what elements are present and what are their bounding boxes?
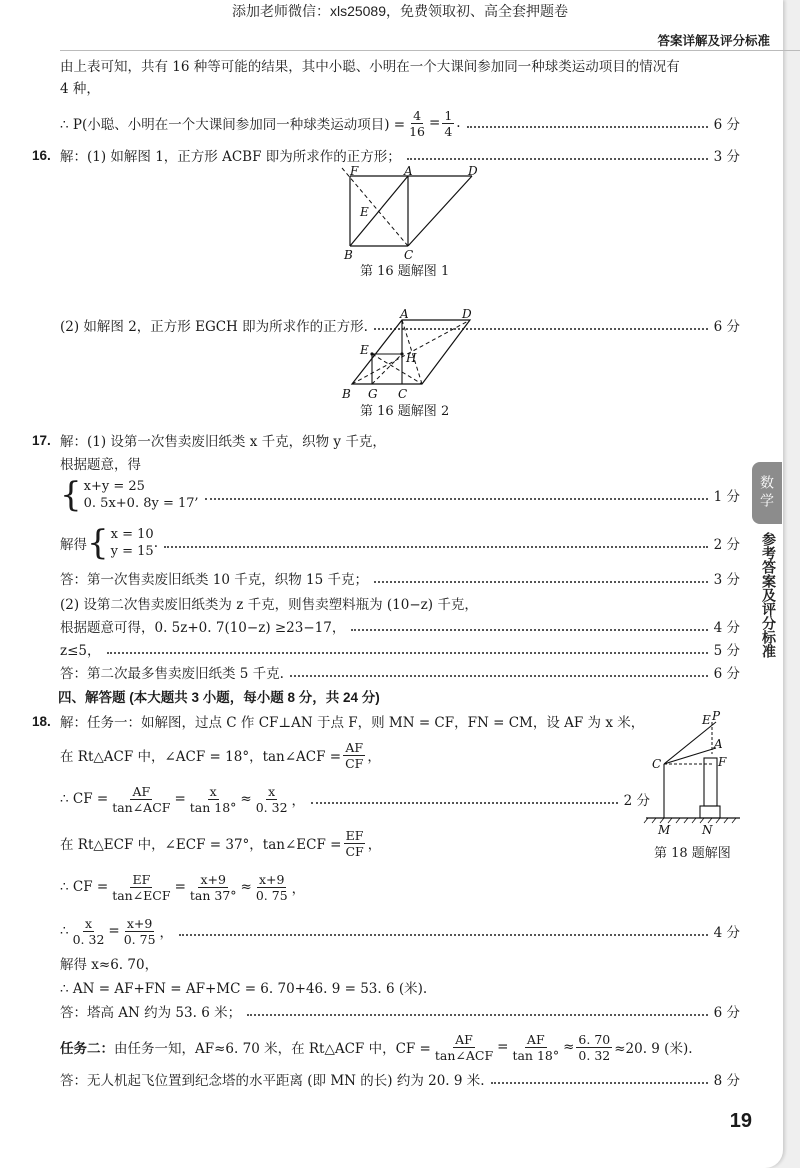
point-N: N (702, 823, 713, 837)
result-line: z≤5， 5 分 (60, 638, 740, 660)
point-D: D (468, 166, 478, 178)
score: 4 分 (713, 925, 740, 941)
point-E: E (360, 205, 369, 219)
q18-task1: 18. 解：任务一：如解图，过点 C 作 CF⊥AN 于点 F，则 MN = CF，FN = CM，设 AF 为 x 米， (32, 713, 645, 731)
question-number: 16. (32, 147, 51, 163)
point-B: B (344, 248, 353, 262)
figure-caption: 第 16 题解图 2 (360, 404, 450, 419)
probability-line: ∴ P(小聪、小明在一个大课间参加同一种球类运动项目) = $\frac{4}{16}$ = $\frac{1}{4}$ . 6 分 (60, 107, 740, 139)
answer-line: 答：塔高 AN 约为 53. 6 米； 6 分 (60, 1000, 740, 1022)
formula-line: ∴ CF = $\frac{EF}{\text{tan∠ECF}}$ = $\frac{x+9}{\tan 37^\circ}$ ≈ $\frac{x+9}{0. 75}$ ， (60, 871, 306, 903)
fig-line (408, 176, 472, 246)
text-line: 解得 x≈6. 70， (60, 957, 159, 973)
point-B: B (342, 387, 351, 400)
score: 8 分 (713, 1073, 740, 1089)
point-A: A (404, 166, 413, 178)
fig-line (664, 748, 716, 764)
score: 6 分 (713, 666, 740, 682)
formula-line: ∴ CF = $\frac{AF}{\text{tan∠ACF}}$ = $\frac{x}{\tan 18^\circ}$ ≈ $\frac{x}{0. 32}$ ， 2 分 (60, 783, 650, 815)
header-title: 答案详解及评分标准 (657, 34, 770, 48)
point-C: C (404, 248, 414, 262)
point-C: C (652, 757, 662, 771)
subject-tab[interactable]: 数学 (752, 462, 782, 524)
side-label: 参考答案及评分标准 (761, 532, 777, 658)
figure-16-1 (330, 166, 490, 262)
answer-line: 答：第二次最多售卖废旧纸类 5 千克. 6 分 (60, 661, 740, 683)
score: 6 分 (713, 117, 740, 133)
text-line: 由上表可知，共有 16 种等可能的结果，其中小聪、小明在一个大课间参加同一种球类运动项目的情况有 (60, 59, 680, 75)
text-line: ∴ AN = AF+FN = AF+MC = 6. 70+46. 9 = 53. 6 (米). (60, 981, 428, 997)
point-G: G (368, 387, 378, 400)
watermark: 添加老师微信：xls25089，免费领取初、高全套押题卷 (231, 3, 569, 19)
question-number: 17. (32, 432, 51, 448)
point-F: F (350, 166, 359, 178)
score: 3 分 (713, 572, 740, 588)
q16-part2: (2) 如解图 2，正方形 EGCH 即为所求作的正方形. 6 分 (60, 314, 740, 336)
point-M: M (658, 823, 671, 837)
point-E: E (702, 713, 711, 727)
equation-system: { x+y = 25 0. 5x+0. 8y = 17 , 1 分 (60, 475, 740, 515)
score: 2 分 (623, 793, 650, 809)
score: 5 分 (713, 643, 740, 659)
text-line: 在 Rt△ECF 中，∠ECF = 37°，tan∠ECF = $\frac{EF}{CF}$ ， (60, 827, 382, 859)
answer-line: 答：无人机起飞位置到纪念塔的水平距离 (即 MN 的长) 约为 20. 9 米. 8 分 (60, 1068, 740, 1090)
fig-point (370, 352, 373, 355)
score: 6 分 (713, 1005, 740, 1021)
point-A: A (400, 308, 409, 321)
question-number: 18. (32, 713, 51, 729)
point-P: P (712, 709, 721, 723)
text-line: 在 Rt△ACF 中，∠ACF = 18°，tan∠ACF = $\frac{AF}{CF}$ ， (60, 739, 381, 771)
fig-dashed-line (342, 168, 408, 246)
answer-line: 答：第一次售卖废旧纸类 10 千克，织物 15 千克； 3 分 (60, 567, 740, 589)
figure-caption: 第 16 题解图 1 (360, 264, 450, 279)
section-heading: 四、解答题 (本大题共 3 小题，每小题 8 分，共 24 分) (58, 690, 380, 705)
tower-base (700, 806, 720, 818)
header-divider (60, 50, 800, 51)
text-line: 4 种， (60, 81, 100, 97)
score: 6 分 (713, 319, 740, 335)
point-D: D (462, 308, 472, 321)
figure-18 (640, 708, 745, 838)
point-F: F (718, 755, 727, 769)
point-C: C (398, 387, 408, 400)
fig-point (400, 352, 403, 355)
equation-line: ∴ $\frac{x}{0. 32}$ = $\frac{x+9}{0. 75}$ ， 4 分 (60, 915, 740, 947)
score: 2 分 (713, 537, 740, 553)
solution-system: 解得 { x = 10 y = 15 . 2 分 (60, 523, 740, 563)
score: 3 分 (713, 149, 740, 165)
tower-body (704, 758, 717, 806)
point-E: E (360, 343, 369, 357)
q17-part1: 17. 解：(1) 设第一次售卖废旧纸类 x 千克，织物 y 千克， (32, 432, 386, 450)
figure-16-2 (336, 308, 486, 400)
point-H: H (406, 351, 417, 365)
page-number: 19 (729, 1110, 752, 1132)
figure-caption: 第 18 题解图 (654, 846, 731, 861)
q16-part1: 16. 解：(1) 如解图 1，正方形 ACBF 即为所求作的正方形； 3 分 (60, 144, 740, 166)
q18-task2: 任务二： 由任务一知，AF≈6. 70 米，在 Rt△ACF 中，CF = $\frac{AF}{\text{tan∠ACF}}$ = $\frac{AF}{\tan 18^\circ}$ ≈ $\frac{6. 70}{0. 32}$ ≈20. 9 (米). (60, 1031, 693, 1063)
text-line: (2) 设第二次售卖废旧纸类为 z 千克，则售卖塑料瓶为 (10−z) 千克， (60, 597, 478, 613)
text-line: 根据题意，得 (60, 457, 141, 473)
point-A: A (714, 737, 723, 751)
score: 4 分 (713, 620, 740, 636)
inequality-line: 根据题意可得，0. 5z+0. 7(10−z) ≥23−17， 4 分 (60, 615, 740, 637)
score: 1 分 (713, 489, 740, 505)
